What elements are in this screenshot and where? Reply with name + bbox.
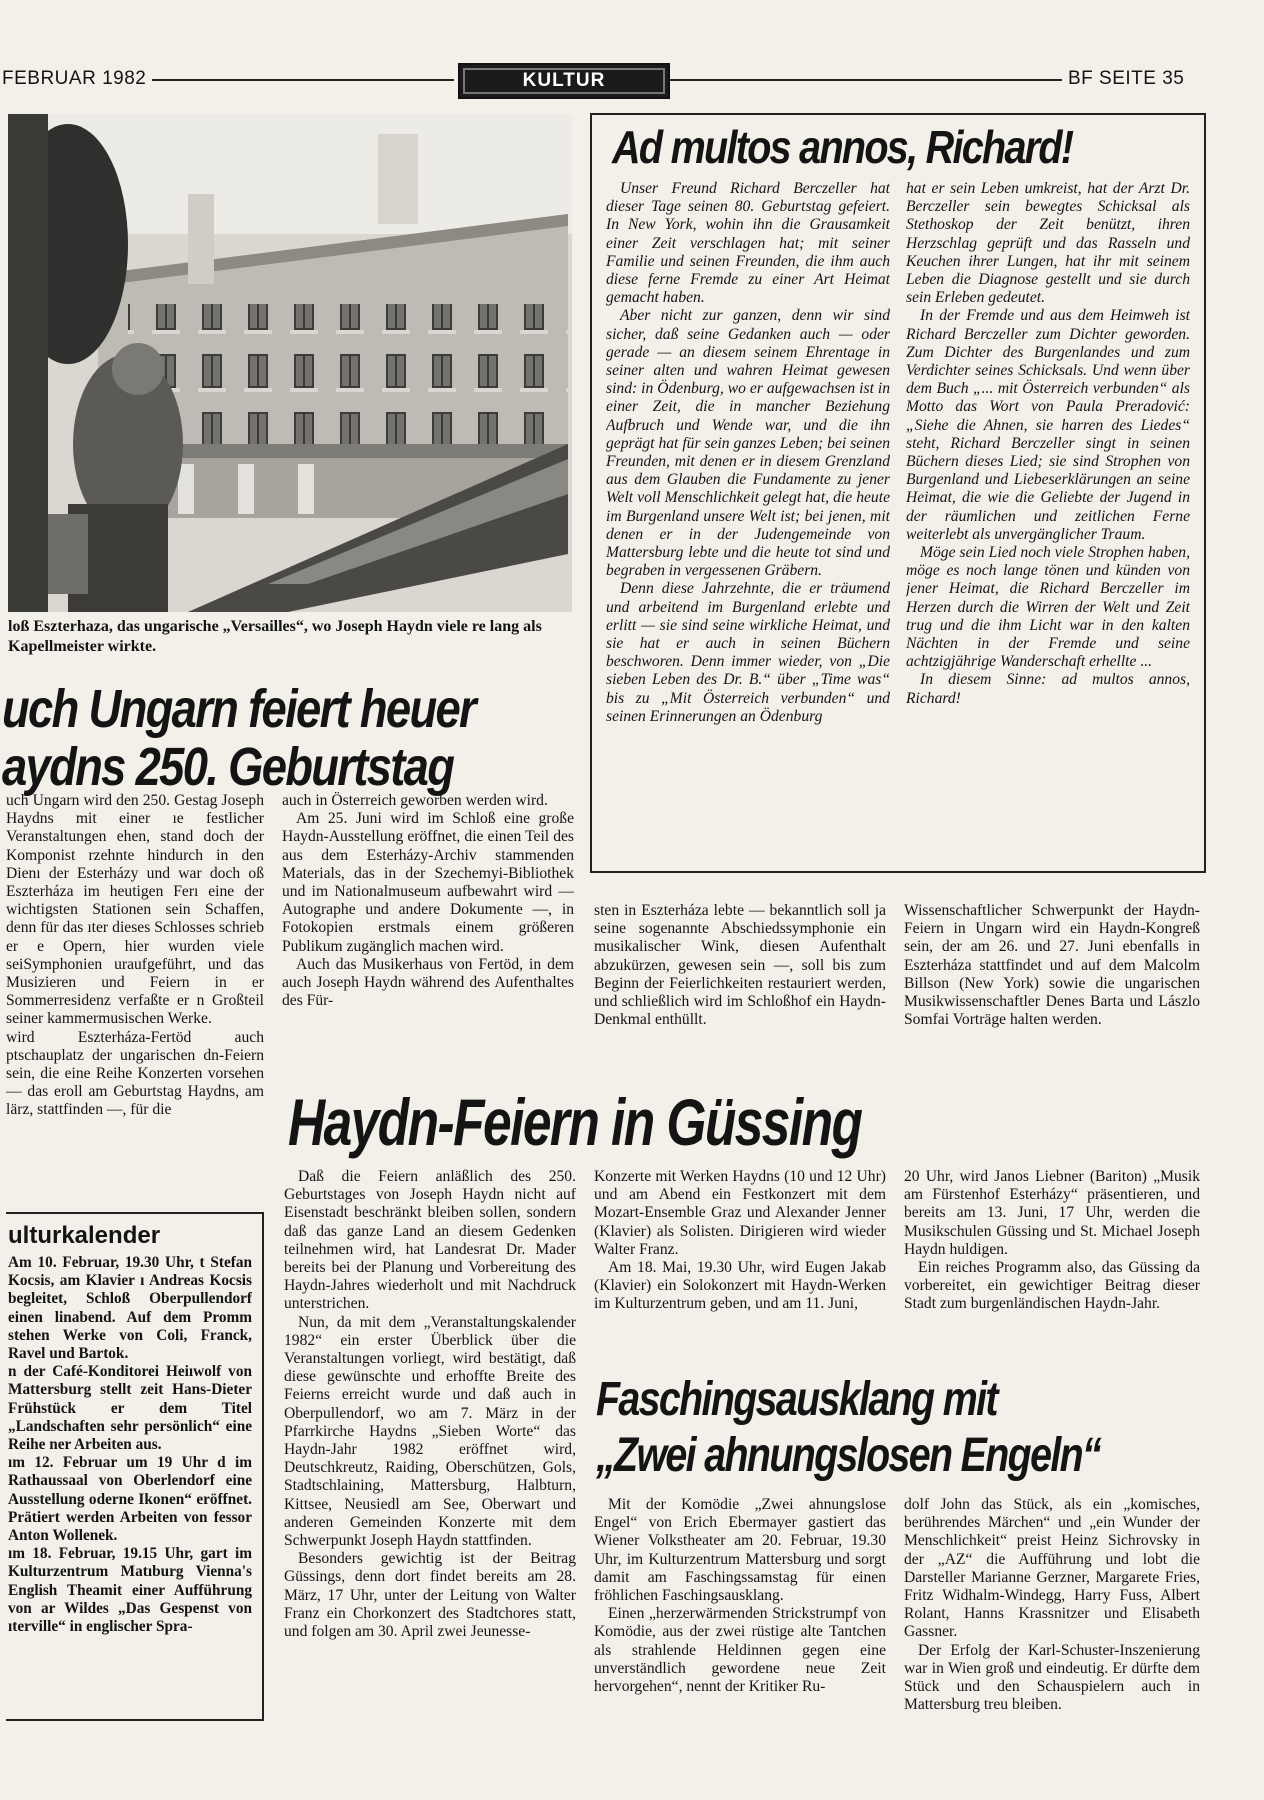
paragraph: Unser Freund Richard Berczeller hat dieser Tage seinen 80. Geburtstag gefeiert. In New York, wohin ihn die Grausamkeit einer Zeit verschlagen hat; mit seiner Familie und seinen Freunden, die ihm auch diese ferne Fremde zu einer Art Heimat gemacht haben. xyxy=(606,180,890,307)
paragraph: n der Café-Konditorei Heiıwolf von Mattersburg stellt zeit Hans-Dieter Frühstück er dem Titel „Landschaften sehr persönlich“ eine Reihe ner Arbeiten aus. xyxy=(8,1363,252,1454)
fasching-headline-1: Faschingsausklang mit xyxy=(596,1373,997,1426)
paragraph: Daß die Feiern anläßlich des 250. Geburtstages von Joseph Haydn nicht auf Eisenstadt beschränkt bleiben sollen, sondern daß das ganze Land an diesem Gedenken teilnehmen wird, hat Landesrat Dr. Mader bereits bei der Planung und Vorbereitung des Haydn-Jahres wiederholt und mit Nachdruck unterstrichen. xyxy=(284,1168,576,1313)
paragraph: Denn diese Jahrzehnte, die er träumend und arbeitend im Burgenland erlebte und erlitt — sie sind seine wirkliche Heimat, und sie hat er auch in seinen Büchern beschworen. Denn immer wieder, von „Die sieben Leben des Dr. B.“ über „Time was“ bis zu „Mit Österreich verbunden“ und seinen Erinnerungen an Ödenburg xyxy=(606,580,890,725)
kalender-content xyxy=(8,1222,252,1712)
fasching-col-2 xyxy=(904,1496,1200,1728)
paragraph: Wissenschaftlicher Schwerpunkt der Haydn-Feiern in Ungarn wird ein Haydn-Kongreß sein, der am 26. und 27. Juni ebenfalls in Eszterháza stattfindet und auf dem Malcolm Billson (New York) sowie die ungarischen Musikwissenschaftler Denes Barta und Lászlo Somfai Vorträge halten werden. xyxy=(904,902,1200,1029)
guessing-headline: Haydn-Feiern in Güssing xyxy=(288,1085,862,1159)
page-number: BF SEITE 35 xyxy=(1068,68,1185,89)
paragraph: Der Erfolg der Karl-Schuster-Inszenierung war in Wien groß und eindeutig. Er dürfte dem Stück und den Schauspielern auch in Mattersburg treu bleiben. xyxy=(904,1641,1200,1714)
header-rule-left xyxy=(152,79,454,81)
paragraph: uch Ungarn wird den 250. Gestag Joseph Haydns mit einer ıe festlicher Veranstaltungen ehen, stand doch der Komponist rzehnte hindurch in den Dienı der Esterházy und war doch oß Eszterháza im heutigen Ferı eine der wichtigsten Stationen sein Schaffen, denn für das ıter dieses Schlosses schrieb er e Opern, hier wurden viele seiSymphonien uraufgeführt, und das Musizieren und Feiern in er Sommerresidenz verfaßte er n Großteil seiner kammermusischen Werke. xyxy=(6,792,264,1028)
paragraph: Auch das Musikerhaus von Fertöd, in dem auch Joseph Haydn während des Aufenthaltes des Für- xyxy=(282,955,574,1010)
paragraph: ım 18. Februar, 19.15 Uhr, gart im Kulturzentrum Matıburg Vienna's English Theamit einer Aufführung von ar Wildes „Das Gespenst von ıterville“ in englischer Spra- xyxy=(8,1545,252,1636)
ungarn-col-4 xyxy=(904,902,1200,1074)
fasching-col-1 xyxy=(594,1496,886,1728)
paragraph: Konzerte mit Werken Haydns (10 und 12 Uhr) und am Abend ein Festkonzert mit dem Mozart-Ensemble Graz und Alexander Jenner (Klavier) als Solisten. Dirigieren wird wieder Walter Franz. xyxy=(594,1168,886,1258)
schloss-illustration xyxy=(8,114,572,612)
ungarn-headline-1: uch Ungarn feiert heuer xyxy=(2,679,476,739)
fasching-headline-2: „Zwei ahnungslosen Engeln“ xyxy=(596,1429,1101,1482)
paragraph: Möge sein Lied noch viele Strophen haben, möge es noch lange tönen und künden von jener Heimat, die Richard Berczeller im Herzen durch die Wirren der Welt und Zeit trug und die ihm Licht war in den kalten Nächten in der Fremde und seine achtzigjährige Wanderschaft erhellte ... xyxy=(906,544,1190,671)
paragraph: sten in Eszterháza lebte — bekanntlich soll ja seine sogenannte Abschiedssymphonie ein musikalischer Wink, diesen Aufenthalt abzukürzen, gewesen sein —, soll bis zum Beginn der Feierlichkeiten restauriert werden, und schließlich wird im Schloßhof ein Haydn-Denkmal enthüllt. xyxy=(594,902,886,1029)
guessing-col-3 xyxy=(904,1168,1200,1352)
paragraph: auch in Österreich geworben werden wird. xyxy=(282,792,548,809)
guessing-col-1 xyxy=(284,1168,576,1728)
paragraph: hat er sein Leben umkreist, hat der Arzt Dr. Berczeller sein bewegtes Schicksal als Stethoskop der Zeit benützt, ihren Herzschlag geprüft und das Rasseln und Keuchen ihrer Lungen, hat ihr mit seinem Leben die Diagnose gestellt und sie durch sein Erleben gedeutet. xyxy=(906,180,1190,307)
schloss-photo xyxy=(8,114,572,612)
ungarn-headline-2: aydns 250. Geburtstag xyxy=(2,737,454,797)
paragraph: Nun, da mit dem „Veranstaltungskalender 1982“ ein erster Überblick über die Veranstaltungen vorliegt, wird bestätigt, daß diese gewünschte und erhoffte Breite des Feierns erreicht wurde und daß auch in Oberpullendorf, wo am 7. März in der Pfarrkirche Haydns „Sieben Worte“ das Haydn-Jahr 1982 eröffnet wird, Deutschkreutz, Raiding, Oberschützen, Gols, Stadtschlaining, Mattersburg, Halbturn, Kittsee, Neusiedl am See, Oberwart und anderen Gemeinden Konzerte mit dem Schwerpunkt Joseph Haydn stattfinden. xyxy=(284,1313,576,1550)
ungarn-col-1 xyxy=(6,792,264,1196)
photo-caption: loß Eszterhaza, das ungarische „Versailles“, wo Joseph Haydn viele re lang als Kapellmeister wirkte. xyxy=(8,618,542,655)
paragraph: Besonders gewichtig ist der Beitrag Güssings, denn dort findet bereits am 28. März, 17 Uhr, unter der Leitung von Walter Franz ein Chorkonzert des Stadtchores statt, und folgen am 30. April zwei Jeunesse- xyxy=(284,1550,576,1641)
paragraph: Mit der Komödie „Zwei ahnungslose Engel“ von Erich Ebermayer gastiert das Wiener Volkstheater am 20. Februar, 19.30 Uhr, im Kulturzentrum Mattersburg und sorgt damit am Faschingssamstag für einen fröhlichen Faschingsausklang. xyxy=(594,1496,886,1605)
paragraph: Aber nicht zur ganzen, denn wir sind sicher, daß seine Gedanken auch — oder gerade — an diesem seinem Ehrentage in seiner alten und wahren Heimat gewesen sind: in Ödenburg, wo er aufgewachsen ist in einer Zeit, die in mancher Beziehung Aufbruch und Wende war, und die ihn geprägt hat für sein ganzes Leben; bei seinen Freunden, mit denen er in diesem Grenzland aus dem Glauben die Fundamente zu jener Welt voll Menschlichkeit gelegt hat, die heute im Burgenland unsere Welt ist; bei jenen, mit denen er in der Judengemeinde von Mattersburg lebte und die heute tot sind und begraben in vergessenen Gräbern. xyxy=(606,307,890,580)
paragraph: Einen „herzerwärmenden Strickstrumpf von Komödie, aus der zwei rüstige alte Tantchen als strahlende Heldinnen gegen eine unverständlich gewordene neue Zeit hervorgehen“, nennt der Kritiker Ru- xyxy=(594,1605,886,1696)
section-label: KULTUR xyxy=(522,70,606,91)
kalender-title: ulturkalender xyxy=(8,1222,161,1249)
ungarn-col-3 xyxy=(594,902,886,1074)
issue-date: FEBRUAR 1982 xyxy=(2,68,147,89)
paragraph: Ein reiches Programm also, das Güssing da vorbereitet, ein gewichtiger Beitrag dieser Stadt zum burgenländischen Haydn-Jahr. xyxy=(904,1259,1200,1313)
paragraph: In der Fremde und aus dem Heimweh ist Richard Berczeller zum Dichter geworden. Zum Dichter des Burgenlandes und zum Verdichter seines Schicksals. Und wenn über dem Buch „... mit Österreich verbunden“ als Motto das Wort von Paula Preradović: „Siehe die Ahnen, sie harren des Liedes“ steht, Richard Berczeller singt in seinen Büchern dieses Lied; sie sind Strophen von Burgenland und Liebeserklärungen an seine Heimat, die wie die Geliebte der Jugend in der räumlichen und zeitlichen Ferne weiterlebt als unvergänglicher Traum. xyxy=(906,307,1190,543)
ungarn-col-2 xyxy=(282,792,574,1082)
paragraph: dolf John das Stück, als ein „komisches, berührendes Märchen“ und „ein Wunder der Menschlichkeit“ preist Heinz Sichrovsky in der „AZ“ die Aufführung und lobt die Darsteller Marianne Gerzner, Margarete Fries, Fritz Widhalm-Windegg, Harry Fuss, Albert Rolant, Hanns Krassnitzer und Elisabeth Gassner. xyxy=(904,1496,1200,1641)
paragraph: Am 18. Mai, 19.30 Uhr, wird Eugen Jakab (Klavier) ein Solokonzert mit Haydn-Werken im Kulturzentrum geben, und am 11. Juni, xyxy=(594,1259,886,1313)
richard-headline: Ad multos annos, Richard! xyxy=(612,121,1073,173)
paragraph: wird Eszterháza-Fertöd auch ptschauplatz der ungarischen dn-Feiern sein, die eine Reihe Konzerten vorsehen — das eroll am Geburtstag Haydns, am lärz, stattfinden —, für die xyxy=(6,1028,264,1119)
paragraph: ım 12. Februar um 19 Uhr d im Rathaussaal von Oberlendorf eine Ausstellung oderne Ikonen“ eröffnet. Prätiert werden Arbeiten von fessor Anton Wollenek. xyxy=(8,1454,252,1545)
header-rule-right xyxy=(670,79,1062,81)
richard-col-2 xyxy=(906,180,1190,862)
paragraph: 20 Uhr, wird Janos Liebner (Bariton) „Musik am Fürstenhof Esterházy“ präsentieren, und bereits am 13. Juni, 17 Uhr, werden die Musikschulen Güssing und St. Michael Joseph Haydn huldigen. xyxy=(904,1168,1200,1258)
paragraph: Am 25. Juni wird im Schloß eine große Haydn-Ausstellung eröffnet, die einen Teil des aus dem Esterházy-Archiv stammenden Materials, das in der Szechemyi-Bibliothek und im Nationalmuseum aufbewahrt wird — Autographe und andere Dokumente —, in Fotokopien erstmals einem größeren Publikum zugänglich machen wird. xyxy=(282,810,574,955)
guessing-col-2 xyxy=(594,1168,886,1352)
richard-col-1 xyxy=(606,180,890,862)
paragraph: In diesem Sinne: ad multos annos, Richard! xyxy=(906,671,1190,707)
paragraph: Am 10. Februar, 19.30 Uhr, t Stefan Kocsis, am Klavier ı Andreas Kocsis begleitet, Schloß Oberpullendorf einen linabend. Auf dem Promm stehen Werke von Coli, Franck, Ravel und Bartok. xyxy=(8,1254,252,1363)
section-banner xyxy=(458,63,670,99)
